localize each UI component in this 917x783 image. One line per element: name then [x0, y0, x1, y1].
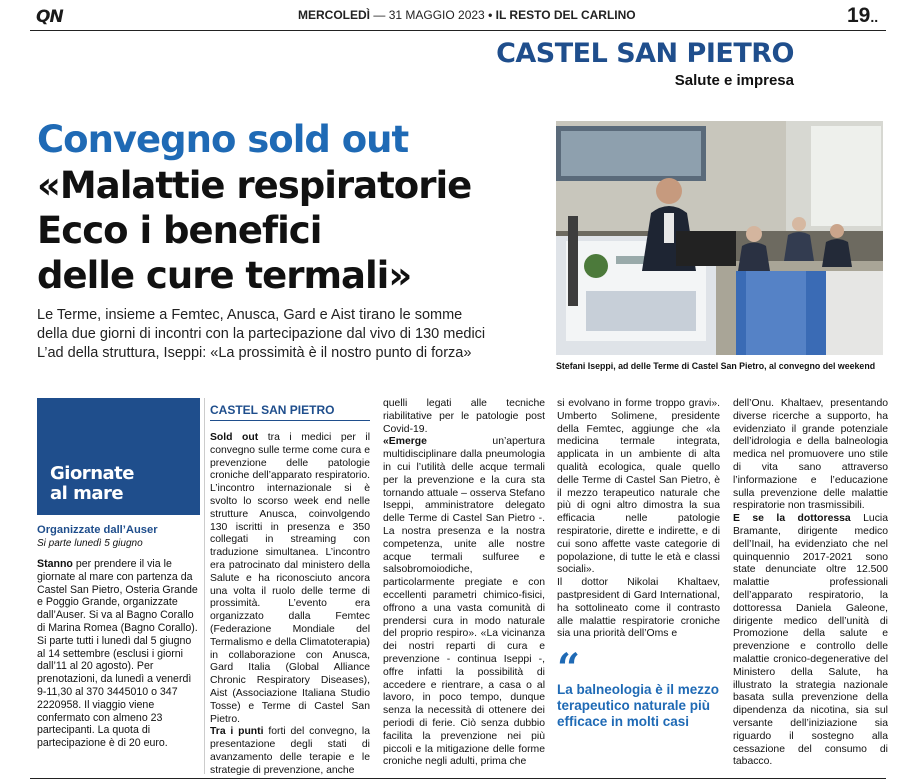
headline-line-3: delle cure termali»: [37, 254, 412, 297]
sidebar-subtitle: Si parte lunedì 5 giugno: [37, 538, 143, 549]
photo-caption: Stefani Iseppi, ad delle Terme di Castel San Pietro, al convegno del weekend: [556, 361, 876, 371]
headline-kicker: Convegno sold out: [37, 118, 409, 161]
footer-rule: [30, 778, 886, 779]
location-tag: CASTEL SAN PIETRO: [210, 403, 335, 417]
masthead-bullet: •: [488, 8, 493, 22]
conference-photo: [556, 121, 883, 355]
photo-illustration: [556, 121, 883, 355]
sidebar-title-line: al mare: [50, 483, 124, 504]
sidebar-title-line: Giornate: [50, 463, 134, 484]
article-summary: [37, 306, 547, 363]
newspaper-logo: QN: [36, 7, 63, 27]
sidebar-lead: Stanno: [37, 558, 73, 570]
page-number: [847, 4, 878, 28]
article-body: tra i medici per il convegno sulle terme come cura e prevenzione delle patologie croniche dell’apparato respiratorio. L’incontro internazionale si è svolto lo scorso week end nelle strutture Anusca, coinvolgendo 130 iscritti in presenza e 350 collegati in streaming con traduzione simultanea. L’incontro era patrocinato dal ministero della Salute e ha riconosciuto ancora una volta il ruolo delle terme di prossimità. L’evento era organizzato dalla Femtec (Federazione Mondiale del Termalismo e della Climatoterapia) in collaborazione con Anusca, Gard Italia (Global Alliance Chronic Respiratory Diseases), Aist (Associazione Italiana Studio Tosse) e Terme di Castel San Pietro.: [210, 432, 371, 725]
page-number-dots: ..: [870, 9, 879, 25]
article-column-2: [383, 398, 545, 769]
article-body: forti del convegno, la presentazione degli stati di avanzamento delle terapie e le strategie di prevenzione, anche: [210, 726, 370, 776]
article-lead: E se la dottoressa: [733, 513, 851, 525]
article-lead: Sold out: [210, 432, 259, 443]
masthead-day: MERCOLEDÌ: [298, 8, 370, 22]
article-body: si evolvano in forme troppo gravi». Umberto Solimene, presidente della Femtec, aggiunge che «la medicina termale integrata, applicata in un ambiente di alta qualità ecologica, quale quello delle Terme di Castel San Pietro, è il mezzo terapeutico naturale che più di ogni altro dimostra la sua efficacia nelle patologie respiratorie, dirette e indirette, e di cui sono affette vaste categorie di popolazione, di tutte le età e classi sociali».: [557, 398, 720, 576]
masthead-dash: —: [373, 8, 386, 22]
masthead-newspaper: IL RESTO DEL CARLINO: [495, 8, 636, 22]
article-body: quelli legati alle tecniche riabilitative per le patologie post Covid-19.: [383, 398, 545, 435]
headline-line-2: Ecco i benefici: [37, 209, 322, 252]
location-rule: [210, 420, 370, 421]
sidebar-box-title: [50, 464, 200, 504]
header-rule: [30, 30, 886, 31]
article-body: Lucia Bramante, dirigente medico dell’Inail, ha evidenziato che nel quinquennio 2017-2021 sono state denunciate oltre 12.500 malattie professionali dell’apparato respiratorio, la dottoressa Daniela Galeone, dirigente medico dell’unità di Promozione della salute e prevenzione e controllo delle malattie cronico-degenerative del Ministero della Salute, ha illustrato la strategia nazionale basata sulla prevenzione della dipendenza da nicotina, sia sul versante dell’iniziazione sia riguardo il sostegno alla cessazione del consumo di tabacco.: [733, 513, 888, 768]
article-column-3: [557, 398, 720, 641]
quote-mark-icon: “: [557, 645, 581, 692]
article-body: dell’Onu. Khaltaev, presentando diverse ricerche a supporto, ha evidenziato il grande potenziale dell’idrologia e della balneologia medica nel promuovere uno stile di vita sano attraverso l’informazione e l’educazione sulla prevenzione delle malattie respiratorie non trasmissibili.: [733, 398, 888, 512]
summary-line: L’ad della struttura, Iseppi: «La prossimità è il nostro punto di forza»: [37, 345, 472, 361]
sidebar-text: [37, 558, 201, 750]
sidebar-kicker: Organizzate dall’Auser: [37, 524, 158, 536]
masthead-date: 31 MAGGIO 2023: [388, 8, 485, 22]
article-body: Il dottor Nikolai Khaltaev, pastpresident di Gard International, ha sottolineato come il contrasto alle malattie respiratorie croniche sia una priorità dell’Oms e: [557, 577, 720, 640]
sidebar-body: per prendere il via le giornate al mare con partenza da Castel San Pietro, Osteria Grande e Poggio Grande, organizzate dall’Auser. Si va al Bagno Corallo di Marina Romea (Bagno Corallo). Si parte tutti i lunedì dal 5 giugno al 14 settembre (esclusi i giorni dall’11 al 20 agosto). Per prenotazioni, da lunedì a venerdì 9-11,30 al 370 3445010 o 347 2220958. Il viaggio viene confermato con almeno 23 partecipanti. La quota di partecipazione è di 20 euro.: [37, 558, 198, 750]
summary-line: Le Terme, insieme a Femtec, Anusca, Gard e Aist tirano le somme: [37, 307, 463, 323]
masthead: [298, 8, 636, 22]
section-title: CASTEL SAN PIETRO: [496, 38, 794, 69]
summary-line: della due giorni di incontri con la partecipazione dal vivo di 130 medici: [37, 326, 486, 342]
page-number-value: 19: [847, 4, 871, 27]
article-column-1: [210, 432, 370, 778]
pull-quote: La balneologia è il mezzo terapeutico naturale più efficace in molti casi: [557, 682, 720, 729]
column-separator: [204, 398, 205, 774]
headline-line-1: «Malattie respiratorie: [37, 164, 472, 207]
article-lead: Tra i punti: [210, 726, 264, 738]
section-subtitle: Salute e impresa: [674, 72, 794, 89]
article-lead: «Emerge: [383, 436, 427, 448]
article-body: un’apertura multidisciplinare dalla pneumologia in cui l’utilità delle acque termali per la prevenzione e la cura sta tornando attuale – osserva Stefano Iseppi, amministratore delegato delle Terme di Castel San Pietro -. La nostra presenza e la nostra competenza, unite alle nostre acque termali sulfuree e salsobromoiodiche, particolarmente pregiate e con eccellenti parametri chimico-fisici, offrono a una vasta comunità di prendersi cura in modo naturale del proprio respiro». «La vicinanza dei nostri reparti di cura e prevenzione - continua Iseppi -, offre infatti la possibilità di accedere e rientrare, a casa o al lavoro, in poco tempo, dunque senza la necessità di ottenere dei periodi di ferie. Ciò senza dubbio facilita la prevenzione nei più piccoli e la mitigazione delle forme croniche negli adulti, prima che: [383, 436, 545, 768]
article-column-4: [733, 398, 888, 769]
